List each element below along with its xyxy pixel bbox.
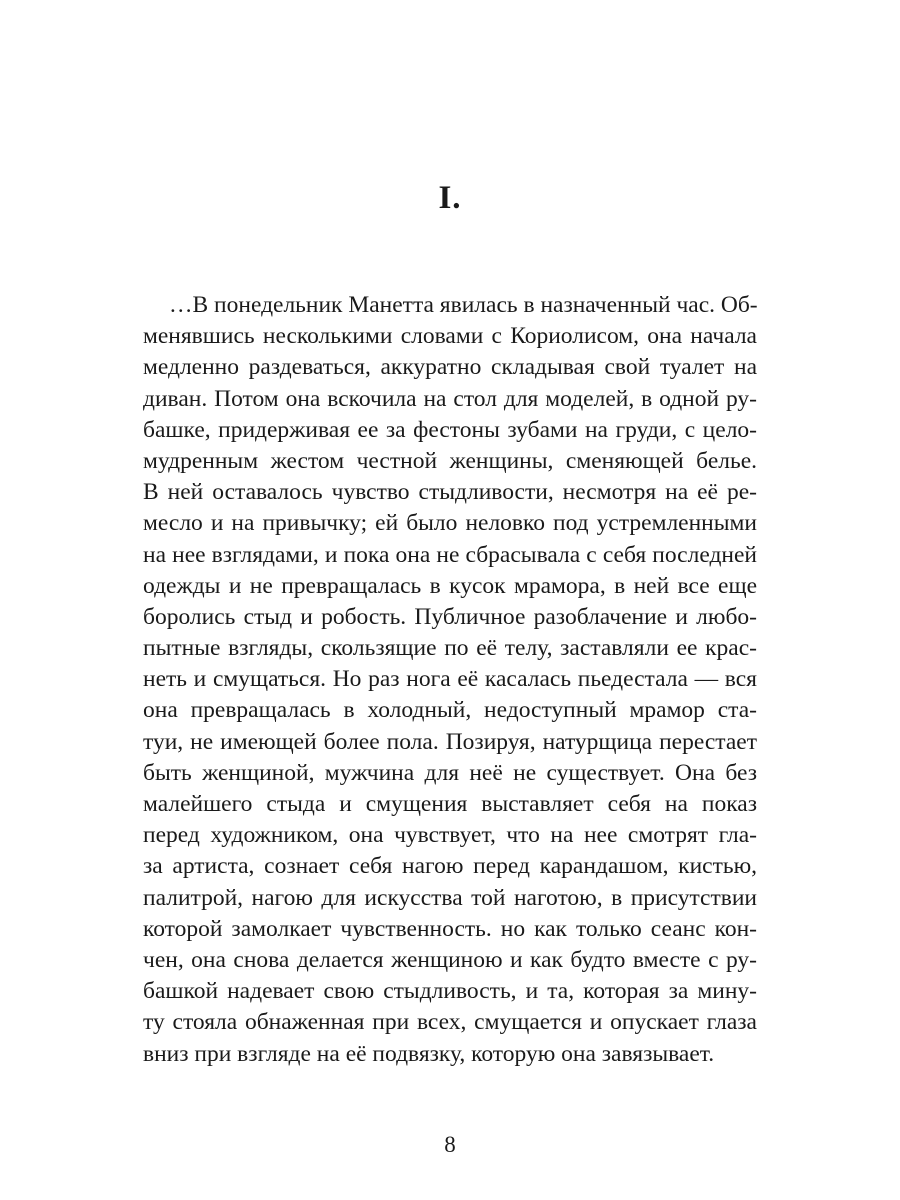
- text-line: мудренным жестом честной женщины, сменяющей белье.: [143, 447, 757, 474]
- text-line: которой замолкает чувственность. но как только сеанс кон-: [143, 915, 757, 942]
- text-line: она превращалась в холодный, недоступный мрамор ста-: [143, 697, 757, 724]
- text-line: башке, придерживая ее за фестоны зубами на груди, с цело-: [143, 416, 757, 443]
- text-line: малейшего стыда и смущения выставляет себя на показ: [143, 791, 757, 817]
- text-line: …В понедельник Манетта явилась в назначенный час. Об-: [169, 292, 758, 318]
- text-line: быть женщиной, мужчина для неё не существует. Она без: [143, 759, 757, 786]
- text-line: чен, она снова делается женщиною и как будто вместе с ру-: [143, 946, 757, 973]
- text-line: вниз при взгляде на её подвязку, которую она завязывает.: [143, 1040, 715, 1067]
- text-line: месло и на привычку; ей было неловко под устремленными: [143, 510, 757, 537]
- text-line: перед художником, она чувствует, что на нее смотрят гла-: [143, 822, 757, 849]
- text-line: пытные взгляды, скользящие по её телу, заставляли ее крас-: [143, 635, 757, 662]
- text-line: диван. Потом она вскочила на стол для моделей, в одной ру-: [143, 385, 757, 412]
- text-line: В ней оставалось чувство стыдливости, несмотря на её ре-: [143, 479, 757, 506]
- text-line: медленно раздеваться, аккуратно складывая свой туалет на: [143, 354, 757, 381]
- body-paragraph: [143, 290, 757, 1070]
- text-line: ту стояла обнаженная при всех, смущается и опускает глаза: [143, 1009, 757, 1036]
- text-line: боролись стыд и робость. Публичное разоблачение и любо-: [143, 603, 757, 630]
- text-line: одежды и не превращалась в кусок мрамора, в ней все еще: [143, 572, 757, 599]
- text-line: башкой надевает свою стыдливость, и та, которая за мину-: [143, 978, 757, 1005]
- chapter-heading: I.: [438, 180, 462, 216]
- text-line: за артиста, сознает себя нагою перед карандашом, кистью,: [143, 853, 757, 880]
- text-line: туи, не имеющей более пола. Позируя, натурщица перестает: [143, 728, 757, 755]
- text-line: менявшись несколькими словами с Кориолисом, она начала: [143, 323, 757, 350]
- text-line: палитрой, нагою для искусства той наготою, в присутствии: [143, 884, 757, 911]
- text-line: неть и смущаться. Но раз нога её касалась пьедестала — вся: [143, 666, 757, 693]
- page-number: 8: [444, 1132, 456, 1157]
- text-line: на нее взглядами, и пока она не сбрасывала с себя последней: [143, 541, 757, 568]
